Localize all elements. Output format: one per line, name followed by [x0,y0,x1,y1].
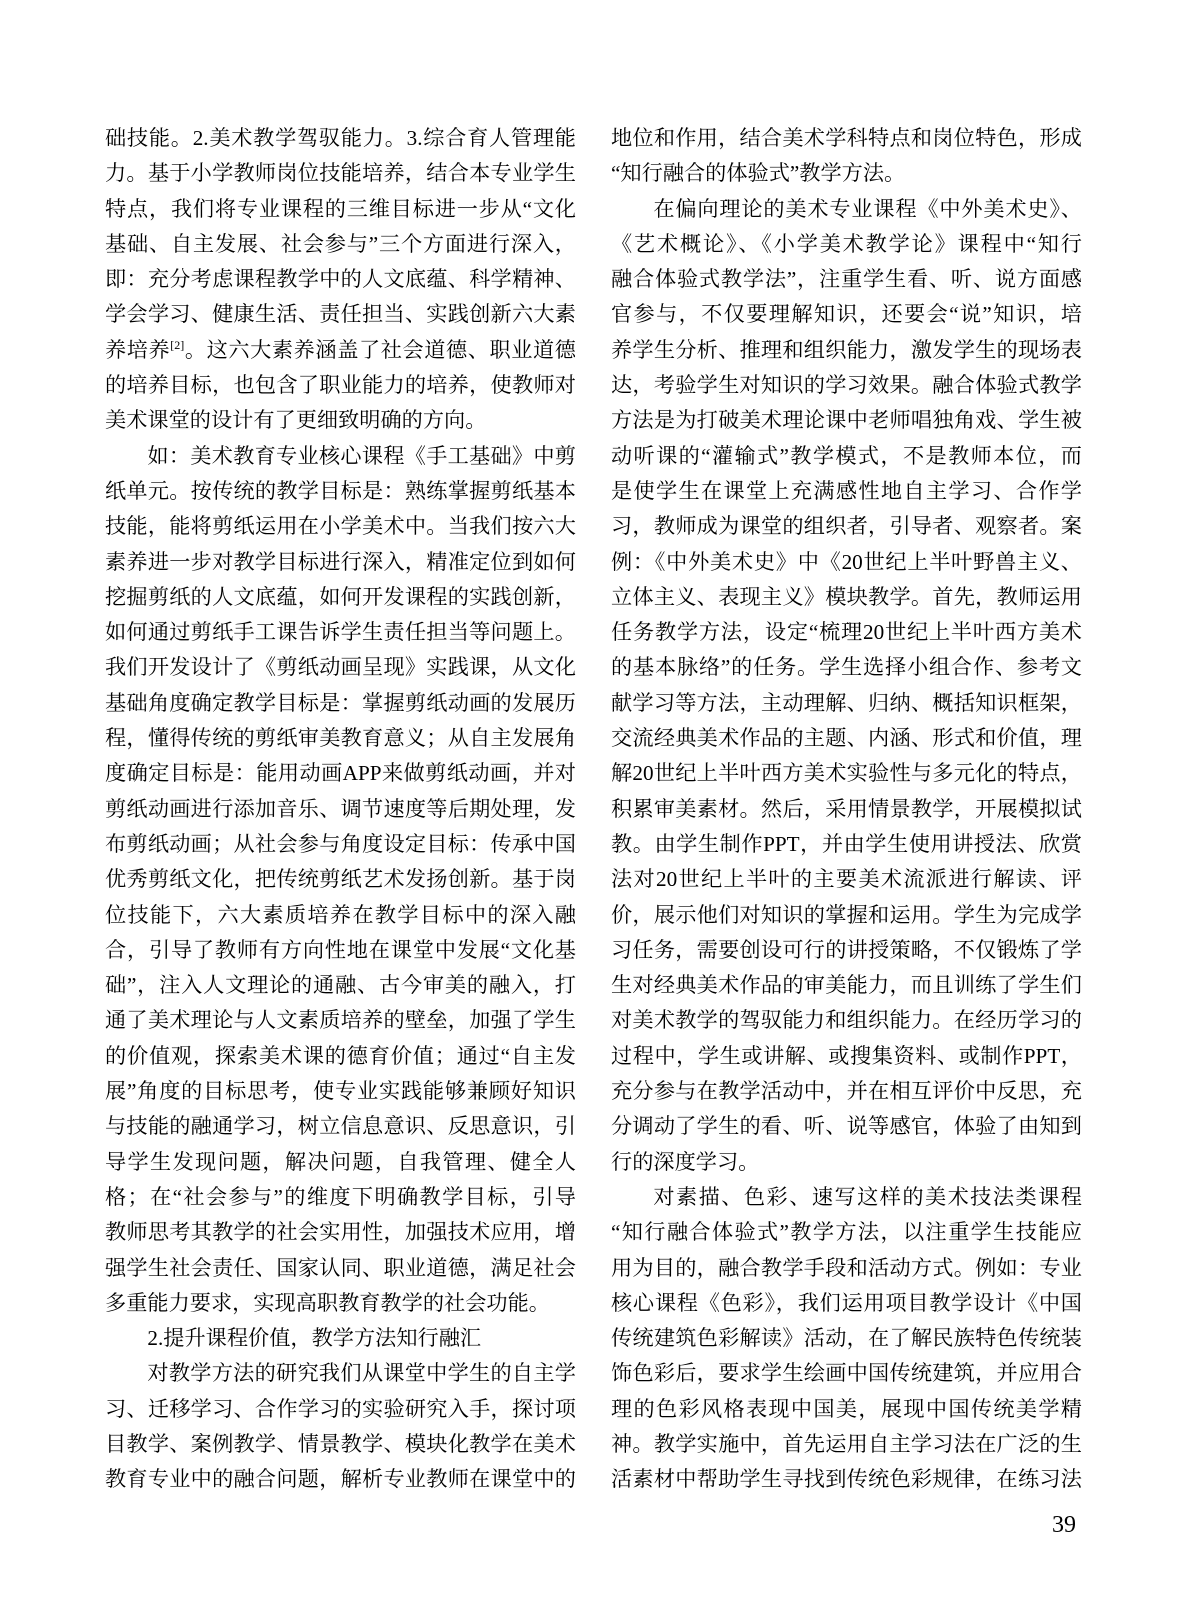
text-line: 解20世纪上半叶西方美术实验性与多元化的特点， [611,761,1082,786]
text-column-left [105,121,576,1498]
text-line: 理的色彩风格表现中国美，展现中国传统美学精 [611,1396,1082,1421]
text-line: 习、迁移学习、合作学习的实验研究入手，探讨项 [105,1396,576,1421]
text-line: 多重能力要求，实现高职教育教学的社会功能。 [105,1290,550,1315]
text-line: 官参与，不仅要理解知识，还要会“说”知识，培 [611,302,1082,327]
text-line: 养学生分析、推理和组织能力，激发学生的现场表 [611,337,1082,362]
text-line: 格；在“社会参与”的维度下明确教学目标，引导 [105,1184,576,1209]
text-line: 教师思考其教学的社会实用性，加强技术应用，增 [105,1220,576,1245]
text-line: 特点，我们将专业课程的三维目标进一步从“文化 [105,196,576,221]
text-line: 展”角度的目标思考，使专业实践能够兼顾好知识 [105,1079,576,1104]
text-line: 基础、自主发展、社会参与”三个方面进行深入， [105,231,576,256]
text-line: 交流经典美术作品的主题、内涵、形式和价值，理 [611,726,1082,751]
text-line: 核心课程《色彩》，我们运用项目教学设计《中国 [611,1290,1082,1315]
text-line: 纸单元。按传统的教学目标是：熟练掌握剪纸基本 [105,478,576,503]
text-line: 对教学方法的研究我们从课堂中学生的自主学 [147,1361,576,1386]
text-line: 如何通过剪纸手工课告诉学生责任担当等问题上。 [105,620,576,645]
text-line: 位技能下，六大素质培养在教学目标中的深入融 [105,902,576,927]
text-line: 神。教学实施中，首先运用自主学习法在广泛的生 [611,1431,1082,1456]
text-line: 合，引导了教师有方向性地在课堂中发展“文化基 [105,937,576,962]
text-line: 生对经典美术作品的审美能力，而且训练了学生们 [611,973,1082,998]
text-line: 力。基于小学教师岗位技能培养，结合本专业学生 [105,161,576,186]
text-line: 的基本脉络”的任务。学生选择小组合作、参考文 [611,655,1082,680]
text-line: 法对20世纪上半叶的主要美术流派进行解读、评 [611,867,1082,892]
text-line: 《艺术概论》、《小学美术教学论》课程中“知行 [611,231,1082,256]
text-line: 活素材中帮助学生寻找到传统色彩规律，在练习法 [611,1467,1082,1492]
footnote-reference: [2] [170,337,185,352]
text-line: 技能，能将剪纸运用在小学美术中。当我们按六大 [105,514,576,539]
text-line: 动听课的“灌输式”教学模式，不是教师本位，而 [611,443,1082,468]
text-line: 的培养目标，也包含了职业能力的培养，使教师对 [105,373,576,398]
text-line: 方法是为打破美术理论课中老师唱独角戏、学生被 [611,408,1082,433]
text-line: 度确定目标是：能用动画APP来做剪纸动画，并对 [105,761,576,786]
text-line: 础”，注入人文理论的通融、古今审美的融入，打 [105,973,576,998]
text-line: 优秀剪纸文化，把传统剪纸艺术发扬创新。基于岗 [105,867,576,892]
text-line: 程，懂得传统的剪纸审美教育意义；从自主发展角 [105,726,576,751]
text-line: 例：《中外美术史》中《20世纪上半叶野兽主义、 [611,549,1082,574]
text-line: 如：美术教育专业核心课程《手工基础》中剪 [147,443,576,468]
text-line: 布剪纸动画；从社会参与角度设定目标：传承中国 [105,831,576,856]
text-line: 剪纸动画进行添加音乐、调节速度等后期处理，发 [105,796,576,821]
text-line: 通了美术理论与人文素质培养的壁垒，加强了学生 [105,1008,576,1033]
text-line: 对美术教学的驾驭能力和组织能力。在经历学习的 [611,1008,1082,1033]
text-line: 基础角度确定教学目标是：掌握剪纸动画的发展历 [105,690,576,715]
text-line: 献学习等方法，主动理解、归纳、概括知识框架， [611,690,1082,715]
text-line: 地位和作用，结合美术学科特点和岗位特色，形成 [611,126,1082,150]
text-line: 习任务，需要创设可行的讲授策略，不仅锻炼了学 [611,937,1082,962]
text-line: 教育专业中的融合问题，解析专业教师在课堂中的 [105,1467,576,1492]
text-line: 教。由学生制作PPT，并由学生使用讲授法、欣赏 [611,831,1082,856]
text-line: 达，考验学生对知识的学习效果。融合体验式教学 [611,373,1082,398]
text-line: 素养进一步对教学目标进行深入，精准定位到如何 [105,549,576,574]
text-line: 饰色彩后，要求学生绘画中国传统建筑，并应用合 [611,1361,1082,1386]
text-line: “知行融合体验式”教学方法，以注重学生技能应 [611,1220,1082,1245]
text-line: 分调动了学生的看、听、说等感官，体验了由知到 [611,1114,1082,1139]
text-line: 的价值观，探索美术课的德育价值；通过“自主发 [105,1043,576,1068]
text-line: 养培养[2]。这六大素养涵盖了社会道德、职业道德 [105,337,576,362]
text-line: “知行融合的体验式”教学方法。 [611,161,906,186]
section-heading-line: 2.提升课程价值，教学方法知行融汇 [147,1326,482,1351]
text-line: 行的深度学习。 [611,1149,760,1174]
text-line: 充分参与在教学活动中，并在相互评价中反思，充 [611,1079,1082,1104]
text-line: 挖掘剪纸的人文底蕴，如何开发课程的实践创新， [105,584,576,609]
text-line: 融合体验式教学法”，注重学生看、听、说方面感 [611,267,1082,292]
text-line: 我们开发设计了《剪纸动画呈现》实践课，从文化 [105,655,576,680]
text-line: 学会学习、健康生活、责任担当、实践创新六大素 [105,302,576,327]
text-line: 价，展示他们对知识的掌握和运用。学生为完成学 [611,902,1082,927]
text-line: 立体主义、表现主义》模块教学。首先，教师运用 [611,584,1082,609]
text-column-right [611,121,1082,1498]
text-line: 习，教师成为课堂的组织者，引导者、观察者。案 [611,514,1082,539]
text-line: 是使学生在课堂上充满感性地自主学习、合作学 [611,478,1082,503]
text-line: 强学生社会责任、国家认同、职业道德，满足社会 [105,1255,576,1280]
text-line: 即：充分考虑课程教学中的人文底蕴、科学精神、 [105,267,576,292]
text-line: 传统建筑色彩解读》活动，在了解民族特色传统装 [611,1326,1082,1351]
text-line: 美术课堂的设计有了更细致明确的方向。 [105,408,487,433]
text-line: 导学生发现问题，解决问题，自我管理、健全人 [105,1149,576,1174]
text-line: 积累审美素材。然后，采用情景教学，开展模拟试 [611,796,1082,821]
text-line: 过程中，学生或讲解、或搜集资料、或制作PPT， [611,1043,1082,1068]
text-line: 任务教学方法，设定“梳理20世纪上半叶西方美术 [611,620,1082,645]
text-line: 目教学、案例教学、情景教学、模块化教学在美术 [105,1431,576,1456]
text-line: 用为目的，融合教学手段和活动方式。例如：专业 [611,1255,1082,1280]
text-line: 础技能。2.美术教学驾驭能力。3.综合育人管理能 [105,126,576,150]
text-line: 对素描、色彩、速写这样的美术技法类课程 [653,1184,1082,1209]
text-line: 与技能的融通学习，树立信息意识、反思意识，引 [105,1114,576,1139]
page-number: 39 [1052,1512,1076,1538]
text-line: 在偏向理论的美术专业课程《中外美术史》、 [653,196,1082,221]
